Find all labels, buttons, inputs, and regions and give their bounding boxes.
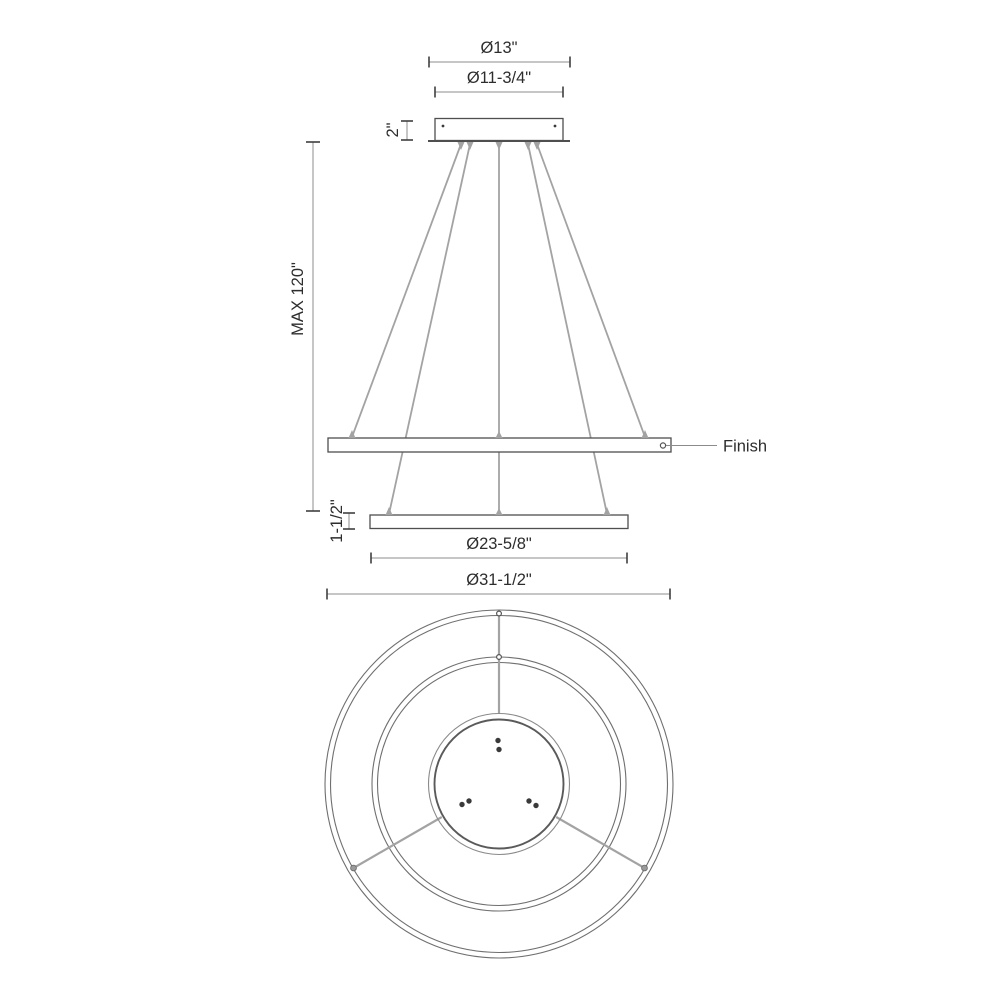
dim-max-height (289, 142, 320, 511)
spoke-end-dot (351, 865, 357, 871)
plan-view (325, 610, 673, 958)
ring-attach-flare (496, 508, 503, 515)
dim-canopy-plate-label: Ø13" (480, 39, 518, 57)
dim-outer-ring (327, 571, 670, 600)
dim-ring-height (328, 499, 355, 543)
canopy-screw (526, 798, 531, 803)
dim-inner-ring (371, 535, 627, 564)
cable-flare (496, 142, 503, 150)
dim-canopy-height (384, 121, 413, 140)
inner-ring-bar (370, 515, 628, 529)
cable-right-inner (528, 144, 607, 514)
finish-callout (660, 437, 767, 455)
ring-attach-flare (496, 431, 503, 438)
dim-outer-ring-label: Ø31-1/2" (466, 571, 532, 589)
spoke-end-dot (642, 865, 648, 871)
spoke-rivet (497, 655, 502, 660)
side-elevation-view (328, 119, 767, 529)
canopy-body (435, 119, 563, 141)
canopy-screw (442, 125, 445, 128)
cable-flare (467, 142, 474, 150)
finish-callout-dot (660, 443, 665, 448)
plan-canopy-screws (459, 738, 538, 808)
dim-inner-ring-label: Ø23-5/8" (466, 535, 532, 553)
canopy-side-view (428, 119, 570, 142)
canopy-screw (554, 125, 557, 128)
spoke-rivet (497, 611, 502, 616)
ring-attach-flare (386, 507, 393, 515)
outer-ring-bar (328, 438, 671, 452)
cable-left-inner (389, 144, 470, 514)
suspension-cables (352, 142, 645, 514)
canopy-screw (533, 803, 538, 808)
dim-max-height-label: MAX 120" (288, 262, 307, 336)
cable-right-outer (537, 144, 645, 437)
inner-ring-side-view (370, 507, 628, 529)
plan-canopy-outer-edge (429, 714, 570, 855)
canopy-screw (496, 747, 501, 752)
cable-flare (525, 142, 532, 150)
canopy-screw (459, 802, 464, 807)
dim-canopy-height-label: 2" (383, 122, 402, 138)
outer-ring-side-view (328, 430, 671, 452)
dim-canopy-body-label: Ø11-3/4" (466, 69, 532, 87)
finish-label: Finish (723, 437, 768, 456)
canopy-screw (466, 798, 471, 803)
canopy-screw (495, 738, 500, 743)
ring-attach-flare (604, 507, 611, 515)
cable-left-outer (352, 144, 461, 437)
dim-ring-height-label: 1-1/2" (327, 499, 346, 543)
dim-canopy-body (435, 69, 563, 98)
dim-canopy-plate (429, 39, 570, 68)
